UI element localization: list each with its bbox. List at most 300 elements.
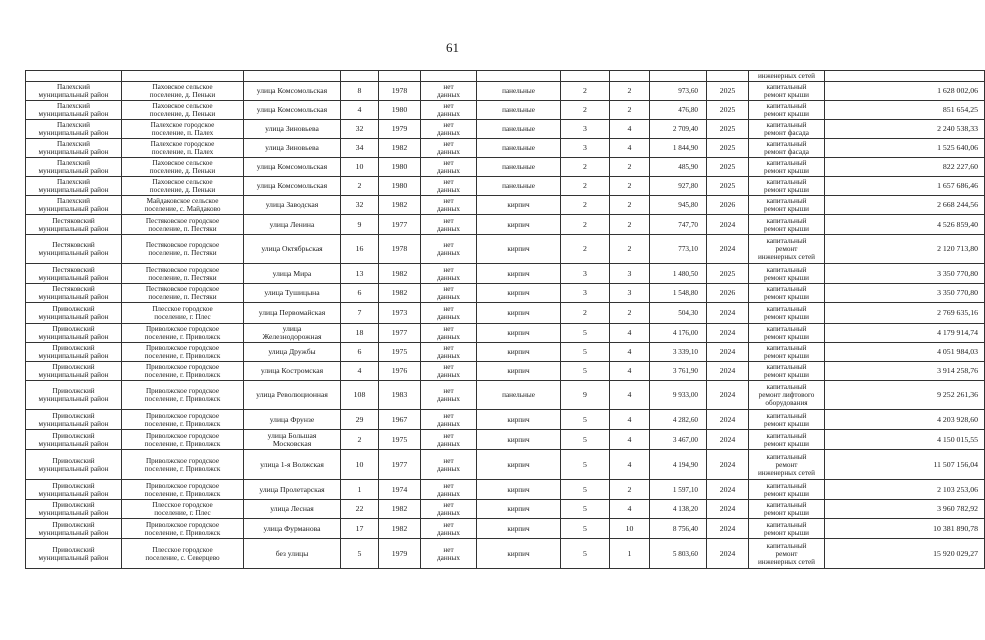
year-cell: 1982 (379, 500, 421, 519)
district-cell: Приволжский муниципальный район (26, 362, 122, 381)
floors-cell: 2 (561, 235, 610, 264)
table-row (26, 215, 985, 235)
street-cell: улица Тушицына (244, 284, 341, 303)
material-cell: кирпич (477, 324, 561, 343)
work-type-cell: капитальный ремонт крыши (749, 101, 825, 120)
house-cell: 29 (341, 410, 379, 430)
year-cell: 1982 (379, 196, 421, 215)
cost-cell: 4 179 914,74 (825, 324, 985, 343)
plan-year-cell: 2024 (707, 381, 749, 410)
status-cell: нет данных (421, 519, 477, 539)
material-cell: панельные (477, 82, 561, 101)
street-cell: улица Заводская (244, 196, 341, 215)
district-cell: Палехский муниципальный район (26, 82, 122, 101)
plan-year-cell: 2025 (707, 101, 749, 120)
material-cell: кирпич (477, 450, 561, 480)
cost-cell: 2 668 244,56 (825, 196, 985, 215)
status-cell: нет данных (421, 101, 477, 120)
plan-year-cell: 2025 (707, 120, 749, 139)
floors-cell: 3 (561, 264, 610, 284)
work-type-cell: капитальный ремонт крыши (749, 362, 825, 381)
cost-cell (825, 71, 985, 82)
material-cell: кирпич (477, 235, 561, 264)
year-cell: 1979 (379, 539, 421, 569)
year-cell: 1982 (379, 284, 421, 303)
settlement-cell: Паховское сельское поселение, д. Пеньки (122, 177, 244, 196)
cost-cell: 3 914 258,76 (825, 362, 985, 381)
material-cell: кирпич (477, 539, 561, 569)
work-type-cell: капитальный ремонт лифтового оборудования (749, 381, 825, 410)
work-type-cell: капитальный ремонт крыши (749, 196, 825, 215)
entrances-cell: 4 (610, 381, 650, 410)
house-cell: 9 (341, 215, 379, 235)
material-cell: кирпич (477, 215, 561, 235)
house-cell: 34 (341, 139, 379, 158)
street-cell: улица Лесная (244, 500, 341, 519)
area-cell: 8 756,40 (650, 519, 707, 539)
street-cell: улица Комсомольская (244, 177, 341, 196)
area-cell: 945,80 (650, 196, 707, 215)
cost-cell: 1 628 002,06 (825, 82, 985, 101)
material-cell: панельные (477, 381, 561, 410)
status-cell: нет данных (421, 362, 477, 381)
status-cell: нет данных (421, 196, 477, 215)
district-cell: Палехский муниципальный район (26, 101, 122, 120)
entrances-cell: 2 (610, 101, 650, 120)
cost-cell: 15 920 029,27 (825, 539, 985, 569)
year-cell: 1980 (379, 177, 421, 196)
status-cell: нет данных (421, 480, 477, 500)
floors-cell: 5 (561, 362, 610, 381)
table-row (26, 177, 985, 196)
floors-cell: 5 (561, 539, 610, 569)
district-cell: Приволжский муниципальный район (26, 450, 122, 480)
year-cell: 1967 (379, 410, 421, 430)
entrances-cell: 4 (610, 139, 650, 158)
status-cell: нет данных (421, 324, 477, 343)
table-row (26, 450, 985, 480)
cost-cell: 2 120 713,80 (825, 235, 985, 264)
entrances-cell: 2 (610, 196, 650, 215)
house-cell: 32 (341, 196, 379, 215)
plan-year-cell: 2026 (707, 196, 749, 215)
settlement-cell: Палехское городское поселение, п. Палех (122, 139, 244, 158)
work-type-cell: капитальный ремонт крыши (749, 264, 825, 284)
work-type-cell: капитальный ремонт инженерных сетей (749, 539, 825, 569)
area-cell: 773,10 (650, 235, 707, 264)
material-cell: кирпич (477, 343, 561, 362)
year-cell: 1975 (379, 343, 421, 362)
entrances-cell: 3 (610, 264, 650, 284)
settlement-cell: Пестяковское городское поселение, п. Пестяки (122, 264, 244, 284)
district-cell: Приволжский муниципальный район (26, 539, 122, 569)
cost-cell: 822 227,60 (825, 158, 985, 177)
district-cell: Приволжский муниципальный район (26, 324, 122, 343)
house-cell: 5 (341, 539, 379, 569)
street-cell: улица Дружбы (244, 343, 341, 362)
table-row (26, 343, 985, 362)
area-cell: 4 194,90 (650, 450, 707, 480)
area-cell: 1 548,80 (650, 284, 707, 303)
work-type-cell: капитальный ремонт крыши (749, 82, 825, 101)
settlement-cell: Пестяковское городское поселение, п. Пестяки (122, 235, 244, 264)
work-type-cell: капитальный ремонт крыши (749, 500, 825, 519)
cost-cell: 11 507 156,04 (825, 450, 985, 480)
material-cell: кирпич (477, 196, 561, 215)
settlement-cell: Пестяковское городское поселение, п. Пестяки (122, 215, 244, 235)
settlement-cell: Палехское городское поселение, п. Палех (122, 120, 244, 139)
year-cell (379, 71, 421, 82)
street-cell: улица Железнодорожная (244, 324, 341, 343)
settlement-cell: Паховское сельское поселение, д. Пеньки (122, 82, 244, 101)
table-row (26, 82, 985, 101)
year-cell: 1978 (379, 235, 421, 264)
floors-cell: 5 (561, 430, 610, 450)
plan-year-cell: 2024 (707, 410, 749, 430)
settlement-cell: Приволжское городское поселение, г. Приволжск (122, 519, 244, 539)
table-row (26, 264, 985, 284)
cost-cell: 1 525 640,06 (825, 139, 985, 158)
entrances-cell: 1 (610, 539, 650, 569)
work-type-cell: капитальный ремонт крыши (749, 410, 825, 430)
entrances-cell: 4 (610, 343, 650, 362)
cost-cell: 4 150 015,55 (825, 430, 985, 450)
entrances-cell: 4 (610, 500, 650, 519)
floors-cell: 5 (561, 500, 610, 519)
work-type-cell: капитальный ремонт фасада (749, 139, 825, 158)
entrances-cell: 4 (610, 362, 650, 381)
year-cell: 1976 (379, 362, 421, 381)
table-row (26, 519, 985, 539)
plan-year-cell: 2024 (707, 362, 749, 381)
year-cell: 1982 (379, 139, 421, 158)
year-cell: 1978 (379, 82, 421, 101)
floors-cell: 5 (561, 519, 610, 539)
cost-cell: 9 252 261,36 (825, 381, 985, 410)
material-cell: кирпич (477, 264, 561, 284)
cost-cell: 2 769 635,16 (825, 303, 985, 324)
cost-cell: 3 350 770,80 (825, 284, 985, 303)
floors-cell: 2 (561, 177, 610, 196)
house-cell: 8 (341, 82, 379, 101)
work-type-cell: капитальный ремонт крыши (749, 519, 825, 539)
settlement-cell: Плесское городское поселение, с. Северцево (122, 539, 244, 569)
house-cell (341, 71, 379, 82)
table-row (26, 101, 985, 120)
district-cell: Пестяковский муниципальный район (26, 235, 122, 264)
plan-year-cell: 2024 (707, 500, 749, 519)
plan-year-cell (707, 71, 749, 82)
plan-year-cell: 2024 (707, 343, 749, 362)
work-type-cell: капитальный ремонт крыши (749, 177, 825, 196)
work-type-cell: капитальный ремонт крыши (749, 430, 825, 450)
entrances-cell: 4 (610, 324, 650, 343)
plan-year-cell: 2024 (707, 215, 749, 235)
floors-cell: 2 (561, 158, 610, 177)
house-cell: 4 (341, 101, 379, 120)
status-cell: нет данных (421, 343, 477, 362)
floors-cell: 2 (561, 215, 610, 235)
year-cell: 1977 (379, 450, 421, 480)
street-cell: улица Костромская (244, 362, 341, 381)
district-cell: Приволжский муниципальный район (26, 303, 122, 324)
table-row (26, 500, 985, 519)
settlement-cell: Приволжское городское поселение, г. Приволжск (122, 450, 244, 480)
settlement-cell (122, 71, 244, 82)
settlement-cell: Приволжское городское поселение, г. Приволжск (122, 480, 244, 500)
settlement-cell: Приволжское городское поселение, г. Приволжск (122, 343, 244, 362)
year-cell: 1980 (379, 158, 421, 177)
area-cell: 1 480,50 (650, 264, 707, 284)
house-cell: 22 (341, 500, 379, 519)
table-row (26, 539, 985, 569)
street-cell: улица Революционная (244, 381, 341, 410)
entrances-cell: 2 (610, 82, 650, 101)
status-cell: нет данных (421, 158, 477, 177)
work-type-cell: капитальный ремонт крыши (749, 158, 825, 177)
area-cell: 4 176,00 (650, 324, 707, 343)
district-cell: Приволжский муниципальный район (26, 500, 122, 519)
house-cell: 10 (341, 450, 379, 480)
table-row (26, 430, 985, 450)
year-cell: 1980 (379, 101, 421, 120)
work-type-cell: капитальный ремонт крыши (749, 215, 825, 235)
floors-cell: 3 (561, 120, 610, 139)
floors-cell: 5 (561, 480, 610, 500)
work-type-cell: капитальный ремонт крыши (749, 284, 825, 303)
area-cell: 1 844,90 (650, 139, 707, 158)
settlement-cell: Приволжское городское поселение, г. Приволжск (122, 430, 244, 450)
floors-cell: 2 (561, 196, 610, 215)
plan-year-cell: 2024 (707, 480, 749, 500)
work-type-cell: капитальный ремонт крыши (749, 480, 825, 500)
entrances-cell (610, 71, 650, 82)
plan-year-cell: 2024 (707, 430, 749, 450)
street-cell: улица Комсомольская (244, 101, 341, 120)
plan-year-cell: 2025 (707, 177, 749, 196)
material-cell: кирпич (477, 430, 561, 450)
area-cell: 927,80 (650, 177, 707, 196)
settlement-cell: Плесское городское поселение, г. Плес (122, 500, 244, 519)
floors-cell: 2 (561, 82, 610, 101)
floors-cell: 3 (561, 139, 610, 158)
area-cell: 476,80 (650, 101, 707, 120)
plan-year-cell: 2024 (707, 539, 749, 569)
material-cell: панельные (477, 158, 561, 177)
entrances-cell: 2 (610, 303, 650, 324)
house-cell: 7 (341, 303, 379, 324)
entrances-cell: 2 (610, 480, 650, 500)
district-cell: Палехский муниципальный район (26, 177, 122, 196)
plan-year-cell: 2026 (707, 284, 749, 303)
house-cell: 32 (341, 120, 379, 139)
table-row (26, 381, 985, 410)
area-cell: 1 597,10 (650, 480, 707, 500)
plan-year-cell: 2024 (707, 450, 749, 480)
material-cell: панельные (477, 177, 561, 196)
plan-year-cell: 2024 (707, 303, 749, 324)
settlement-cell: Майдаковское сельское поселение, с. Майдаково (122, 196, 244, 215)
page-number: 61 (446, 40, 459, 55)
street-cell: улица Пролетарская (244, 480, 341, 500)
floors-cell: 3 (561, 284, 610, 303)
house-cell: 6 (341, 284, 379, 303)
status-cell: нет данных (421, 264, 477, 284)
district-cell: Палехский муниципальный район (26, 158, 122, 177)
capital-repair-table (25, 70, 985, 569)
floors-cell: 2 (561, 303, 610, 324)
plan-year-cell: 2025 (707, 139, 749, 158)
year-cell: 1979 (379, 120, 421, 139)
plan-year-cell: 2024 (707, 235, 749, 264)
entrances-cell: 10 (610, 519, 650, 539)
house-cell: 18 (341, 324, 379, 343)
floors-cell (561, 71, 610, 82)
area-cell: 3 339,10 (650, 343, 707, 362)
status-cell: нет данных (421, 177, 477, 196)
district-cell: Палехский муниципальный район (26, 120, 122, 139)
district-cell: Приволжский муниципальный район (26, 480, 122, 500)
table-body (26, 71, 985, 569)
cost-cell: 3 350 770,80 (825, 264, 985, 284)
year-cell: 1975 (379, 430, 421, 450)
table-row (26, 480, 985, 500)
district-cell: Приволжский муниципальный район (26, 410, 122, 430)
cost-cell: 4 526 859,40 (825, 215, 985, 235)
year-cell: 1982 (379, 519, 421, 539)
cost-cell: 3 960 782,92 (825, 500, 985, 519)
area-cell: 485,90 (650, 158, 707, 177)
settlement-cell: Паховское сельское поселение, д. Пеньки (122, 101, 244, 120)
status-cell: нет данных (421, 215, 477, 235)
table-row (26, 303, 985, 324)
floors-cell: 5 (561, 450, 610, 480)
area-cell: 9 933,00 (650, 381, 707, 410)
year-cell: 1977 (379, 324, 421, 343)
street-cell (244, 71, 341, 82)
table-row (26, 120, 985, 139)
district-cell: Палехский муниципальный район (26, 139, 122, 158)
work-type-cell: капитальный ремонт фасада (749, 120, 825, 139)
plan-year-cell: 2025 (707, 82, 749, 101)
street-cell: улица Комсомольская (244, 82, 341, 101)
work-type-cell: капитальный ремонт крыши (749, 343, 825, 362)
street-cell: улица Ленина (244, 215, 341, 235)
entrances-cell: 4 (610, 120, 650, 139)
table-row (26, 284, 985, 303)
cost-cell: 4 203 928,60 (825, 410, 985, 430)
floors-cell: 5 (561, 410, 610, 430)
floors-cell: 9 (561, 381, 610, 410)
floors-cell: 5 (561, 324, 610, 343)
street-cell: улица 1-я Волжская (244, 450, 341, 480)
work-type-cell: инженерных сетей (749, 71, 825, 82)
plan-year-cell: 2024 (707, 519, 749, 539)
district-cell: Пестяковский муниципальный район (26, 284, 122, 303)
settlement-cell: Плесское городское поселение, г. Плес (122, 303, 244, 324)
street-cell: улица Зиновьева (244, 139, 341, 158)
status-cell: нет данных (421, 284, 477, 303)
house-cell: 2 (341, 177, 379, 196)
status-cell: нет данных (421, 450, 477, 480)
table-row (26, 235, 985, 264)
material-cell: кирпич (477, 410, 561, 430)
street-cell: улица Комсомольская (244, 158, 341, 177)
entrances-cell: 2 (610, 177, 650, 196)
status-cell: нет данных (421, 539, 477, 569)
area-cell: 2 709,40 (650, 120, 707, 139)
entrances-cell: 4 (610, 450, 650, 480)
work-type-cell: капитальный ремонт крыши (749, 303, 825, 324)
year-cell: 1982 (379, 264, 421, 284)
house-cell: 17 (341, 519, 379, 539)
street-cell: улица Мира (244, 264, 341, 284)
area-cell (650, 71, 707, 82)
entrances-cell: 3 (610, 284, 650, 303)
street-cell: улица Фурманова (244, 519, 341, 539)
street-cell: без улицы (244, 539, 341, 569)
plan-year-cell: 2025 (707, 264, 749, 284)
street-cell: улица Октябрьская (244, 235, 341, 264)
table-row (26, 196, 985, 215)
plan-year-cell: 2024 (707, 324, 749, 343)
table-row (26, 158, 985, 177)
entrances-cell: 4 (610, 430, 650, 450)
cost-cell: 1 657 686,46 (825, 177, 985, 196)
floors-cell: 2 (561, 101, 610, 120)
settlement-cell: Пестяковское городское поселение, п. Пестяки (122, 284, 244, 303)
material-cell: кирпич (477, 303, 561, 324)
area-cell: 3 761,90 (650, 362, 707, 381)
status-cell (421, 71, 477, 82)
district-cell (26, 71, 122, 82)
status-cell: нет данных (421, 82, 477, 101)
house-cell: 2 (341, 430, 379, 450)
entrances-cell: 4 (610, 410, 650, 430)
material-cell: кирпич (477, 284, 561, 303)
district-cell: Приволжский муниципальный район (26, 381, 122, 410)
district-cell: Палехский муниципальный район (26, 196, 122, 215)
status-cell: нет данных (421, 303, 477, 324)
entrances-cell: 2 (610, 158, 650, 177)
table-row (26, 410, 985, 430)
table-row (26, 362, 985, 381)
material-cell: панельные (477, 120, 561, 139)
cost-cell: 2 103 253,06 (825, 480, 985, 500)
area-cell: 4 282,60 (650, 410, 707, 430)
status-cell: нет данных (421, 500, 477, 519)
area-cell: 747,70 (650, 215, 707, 235)
settlement-cell: Приволжское городское поселение, г. Приволжск (122, 381, 244, 410)
area-cell: 5 803,60 (650, 539, 707, 569)
district-cell: Пестяковский муниципальный район (26, 215, 122, 235)
settlement-cell: Приволжское городское поселение, г. Приволжск (122, 362, 244, 381)
material-cell: панельные (477, 101, 561, 120)
table-row (26, 324, 985, 343)
district-cell: Приволжский муниципальный район (26, 343, 122, 362)
house-cell: 10 (341, 158, 379, 177)
work-type-cell: капитальный ремонт инженерных сетей (749, 450, 825, 480)
house-cell: 108 (341, 381, 379, 410)
house-cell: 1 (341, 480, 379, 500)
settlement-cell: Приволжское городское поселение, г. Приволжск (122, 324, 244, 343)
street-cell: улица Первомайская (244, 303, 341, 324)
district-cell: Пестяковский муниципальный район (26, 264, 122, 284)
cost-cell: 10 381 890,78 (825, 519, 985, 539)
status-cell: нет данных (421, 120, 477, 139)
year-cell: 1977 (379, 215, 421, 235)
floors-cell: 5 (561, 343, 610, 362)
